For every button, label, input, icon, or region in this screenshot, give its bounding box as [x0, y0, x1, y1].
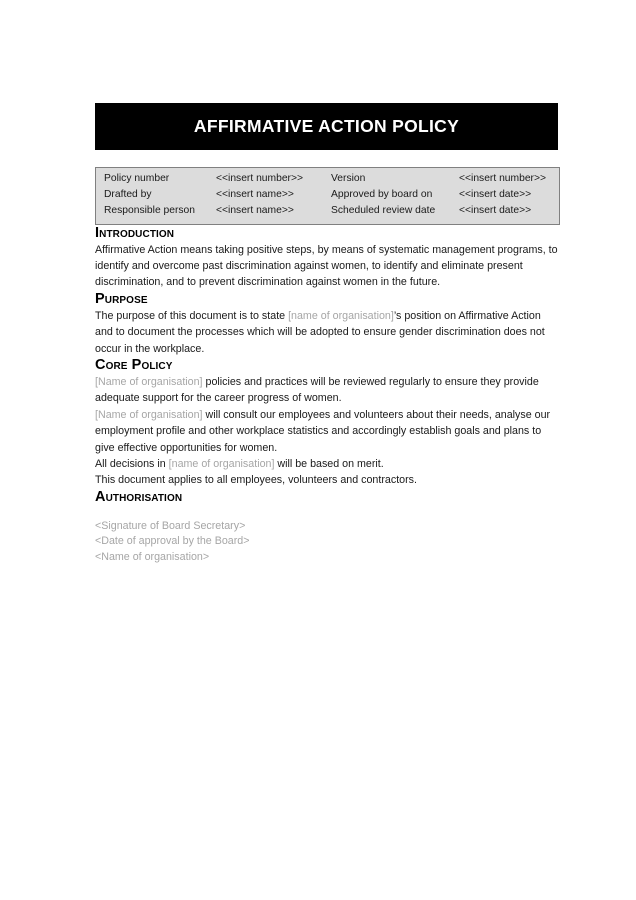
placeholder-organisation-name: [name of organisation] [168, 458, 275, 471]
purpose-text-part2: ’s position on Affirmative Action and to document the processes which will be adopted to ensure gender discrimination does not occur in the workplace. [95, 309, 545, 355]
authorisation-line-date: <Date of approval by the Board> [95, 535, 250, 548]
paragraph-core-policy-3 [95, 456, 558, 472]
paragraph-purpose [95, 308, 558, 357]
paragraph-introduction: Affirmative Action means taking positive steps, by means of systematic management programs, to identify and overcome past discrimination against women, to identify and eliminate present discrimination, and to prevent discrimination against women in the future. [95, 243, 558, 289]
policy-metadata-table [95, 167, 560, 225]
authorisation-line-signature: <Signature of Board Secretary> [95, 519, 246, 532]
core-policy-3-part1: All decisions in [95, 458, 169, 471]
meta-label-drafted-by: Drafted by [104, 189, 152, 201]
paragraph-core-policy-2 [95, 407, 558, 456]
meta-label-scheduled-review-date: Scheduled review date [331, 205, 436, 217]
table-row [96, 168, 560, 188]
authorisation-line-organisation: <Name of organisation> [95, 550, 210, 563]
heading-authorisation: Authorisation [95, 488, 183, 505]
table-row [96, 187, 560, 203]
page-title: AFFIRMATIVE ACTION POLICY [193, 115, 460, 136]
meta-label-responsible-person: Responsible person [104, 205, 196, 217]
meta-value-scheduled-review-date: <<insert date>> [459, 205, 532, 217]
meta-value-drafted-by: <<insert name>> [216, 189, 294, 201]
meta-value-responsible-person: <<insert name>> [216, 205, 294, 217]
purpose-text-part1: The purpose of this document is to state [95, 309, 289, 322]
heading-purpose: Purpose [95, 290, 148, 307]
document-title-banner [95, 103, 558, 150]
meta-label-version: Version [331, 173, 366, 184]
core-policy-3-part2: will be based on merit. [274, 458, 384, 471]
placeholder-organisation-name: [Name of organisation] [95, 408, 203, 421]
meta-value-policy-number: <<insert number>> [216, 173, 304, 184]
heading-core-policy: Core Policy [95, 357, 173, 374]
meta-value-approved-by-board-on: <<insert date>> [459, 189, 532, 201]
heading-introduction: Introduction [95, 224, 175, 241]
placeholder-organisation-name: [name of organisation] [288, 309, 394, 322]
paragraph-core-policy-4: This document applies to all employees, volunteers and contractors. [95, 474, 417, 487]
document-content [95, 103, 558, 565]
meta-label-policy-number: Policy number [104, 173, 170, 184]
table-row [96, 203, 560, 224]
meta-label-approved-by-board-on: Approved by board on [331, 189, 433, 201]
placeholder-organisation-name: [Name of organisation] [95, 376, 203, 389]
meta-value-version: <<insert number>> [459, 173, 547, 184]
core-policy-1-text: policies and practices will be reviewed regularly to ensure they provide adequate support for the career progress of women. [95, 376, 539, 405]
authorisation-block [95, 519, 558, 566]
core-policy-2-text: will consult our employees and volunteers about their needs, analyse our employment profile and other workplace statistics and accordingly establish goals and plans to give effective opportunities for women. [95, 408, 551, 454]
paragraph-core-policy-1 [95, 374, 558, 407]
